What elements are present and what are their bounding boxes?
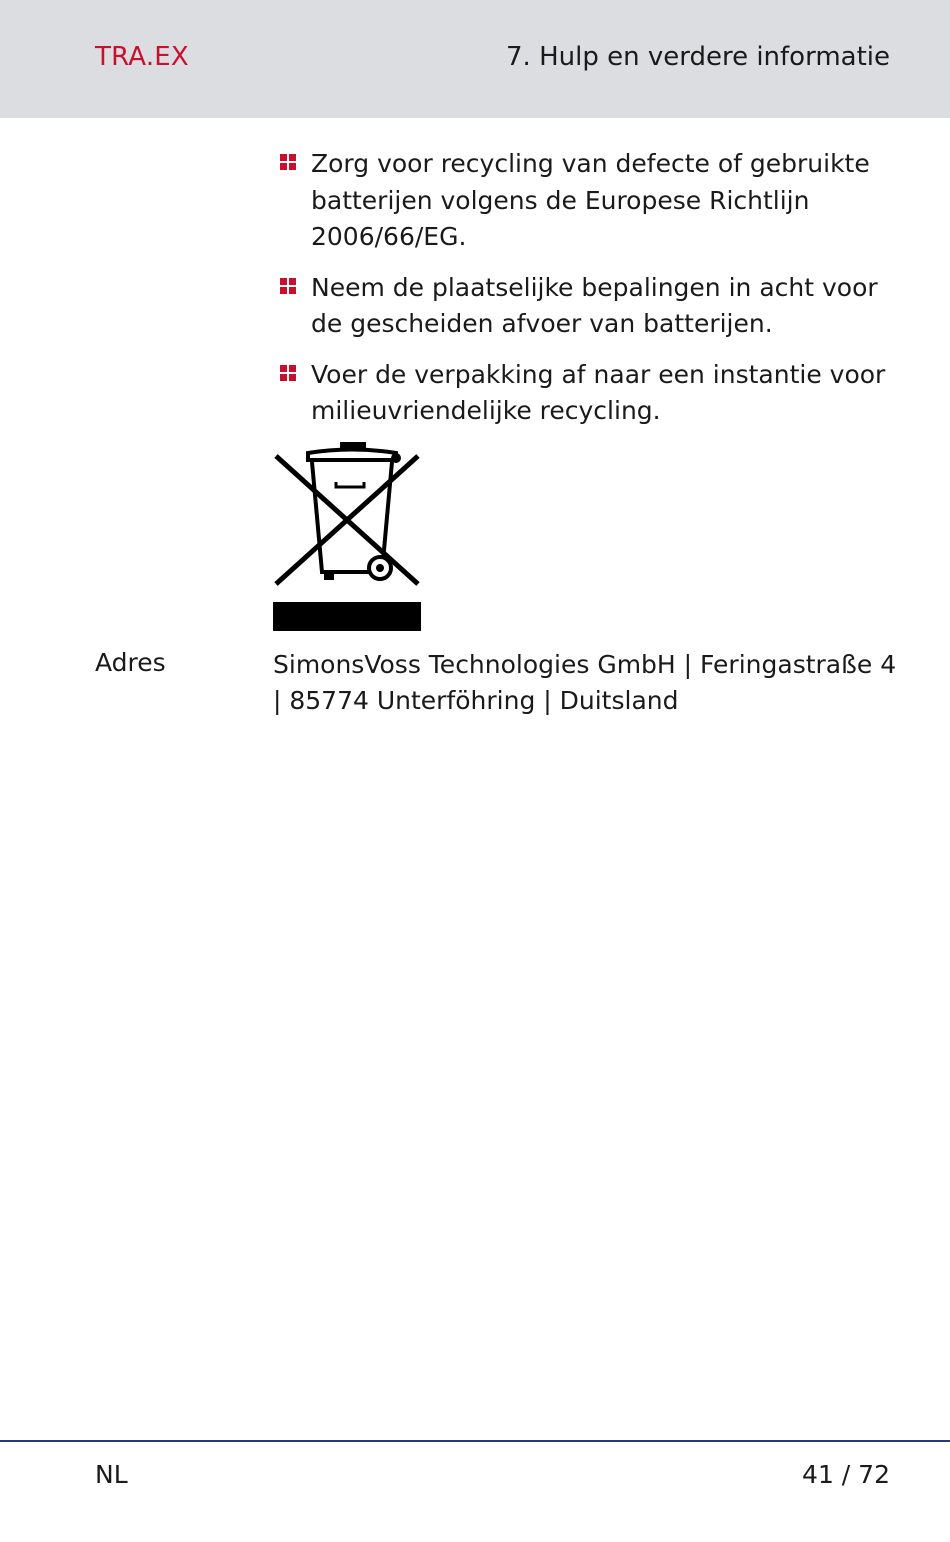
list-item (278, 146, 898, 256)
bullet-squares-icon (280, 154, 296, 170)
footer-divider (0, 1440, 950, 1442)
brand-title: TRA.EX (95, 42, 189, 72)
page-number: 41 / 72 (802, 1460, 890, 1489)
bullet-text: Zorg voor recycling van defecte of gebruikte batterijen volgens de Europese Richtlijn 2006/66/EG. (311, 149, 870, 251)
bullet-squares-icon (280, 278, 296, 294)
list-item (278, 357, 898, 430)
bullet-squares-icon (280, 365, 296, 381)
page-header (0, 0, 950, 118)
list-item (278, 270, 898, 343)
address-label: Adres (95, 648, 166, 677)
bullet-text: Neem de plaatselijke bepalingen in acht voor de gescheiden afvoer van batterijen. (311, 272, 878, 338)
bullet-list (278, 146, 898, 444)
footer-language: NL (95, 1460, 128, 1489)
chapter-title: 7. Hulp en verdere informatie (506, 42, 890, 72)
bullet-text: Voer de verpakking af naar een instantie voor milieuvriendelijke recycling. (311, 359, 886, 425)
address-value: SimonsVoss Technologies GmbH | Feringastraße 4 | 85774 Unterföhring | Duitsland (273, 650, 897, 715)
crossed-out-wheelie-bin-icon (272, 440, 422, 632)
